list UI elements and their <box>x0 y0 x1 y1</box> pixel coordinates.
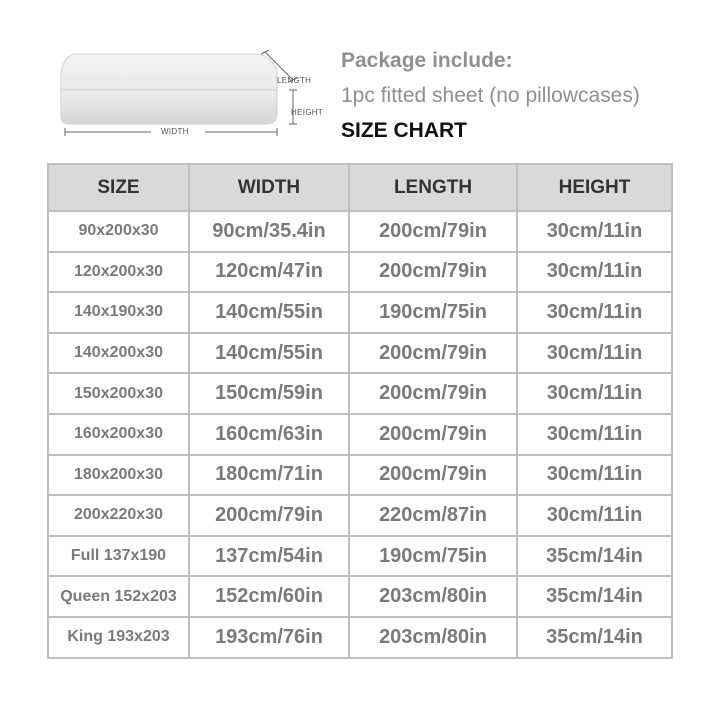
length-cell: 200cm/79in <box>349 373 517 414</box>
package-title: Package include: <box>341 49 513 72</box>
width-label: WIDTH <box>161 127 189 136</box>
width-cell: 160cm/63in <box>189 414 349 455</box>
width-cell: 140cm/55in <box>189 333 349 374</box>
length-cell: 200cm/79in <box>349 455 517 496</box>
length-label: LENGTH <box>277 76 312 85</box>
table-row <box>48 414 672 455</box>
length-cell: 200cm/79in <box>349 333 517 374</box>
size-cell: Full 137x190 <box>48 536 189 577</box>
length-cell: 203cm/80in <box>349 576 517 617</box>
size-cell: King 193x203 <box>48 617 189 658</box>
width-cell: 90cm/35.4in <box>189 211 349 252</box>
height-cell: 30cm/11in <box>517 373 672 414</box>
length-cell: 200cm/79in <box>349 252 517 293</box>
length-cell: 203cm/80in <box>349 617 517 658</box>
height-cell: 30cm/11in <box>517 414 672 455</box>
height-cell: 30cm/11in <box>517 211 672 252</box>
size-cell: 200x220x30 <box>48 495 189 536</box>
height-cell: 30cm/11in <box>517 455 672 496</box>
table-header-row <box>48 164 672 211</box>
size-cell: 180x200x30 <box>48 455 189 496</box>
height-cell: 30cm/11in <box>517 252 672 293</box>
length-cell: 200cm/79in <box>349 211 517 252</box>
size-cell: 140x200x30 <box>48 333 189 374</box>
size-cell: Queen 152x203 <box>48 576 189 617</box>
size-cell: 90x200x30 <box>48 211 189 252</box>
table-row <box>48 373 672 414</box>
size-chart-title: SIZE CHART <box>341 119 467 142</box>
package-content: 1pc fitted sheet (no pillowcases) <box>341 84 640 107</box>
height-cell: 30cm/11in <box>517 292 672 333</box>
package-info <box>341 44 640 148</box>
size-cell: 140x190x30 <box>48 292 189 333</box>
size-cell: 120x200x30 <box>48 252 189 293</box>
length-cell: 190cm/75in <box>349 292 517 333</box>
height-cell: 35cm/14in <box>517 536 672 577</box>
size-cell: 160x200x30 <box>48 414 189 455</box>
width-cell: 200cm/79in <box>189 495 349 536</box>
width-cell: 140cm/55in <box>189 292 349 333</box>
table-row <box>48 292 672 333</box>
header-height: HEIGHT <box>517 164 672 211</box>
mattress-diagram <box>55 40 324 150</box>
header-size: SIZE <box>48 164 189 211</box>
length-cell: 190cm/75in <box>349 536 517 577</box>
table-row <box>48 617 672 658</box>
table-row <box>48 252 672 293</box>
height-label: HEIGHT <box>291 108 324 117</box>
size-chart-table <box>47 163 673 659</box>
header-length: LENGTH <box>349 164 517 211</box>
height-cell: 35cm/14in <box>517 617 672 658</box>
size-cell: 150x200x30 <box>48 373 189 414</box>
length-cell: 220cm/87in <box>349 495 517 536</box>
width-cell: 152cm/60in <box>189 576 349 617</box>
width-cell: 137cm/54in <box>189 536 349 577</box>
width-cell: 193cm/76in <box>189 617 349 658</box>
table-row <box>48 211 672 252</box>
width-cell: 180cm/71in <box>189 455 349 496</box>
table-row <box>48 576 672 617</box>
table-row <box>48 455 672 496</box>
table-row <box>48 536 672 577</box>
height-cell: 30cm/11in <box>517 333 672 374</box>
width-cell: 150cm/59in <box>189 373 349 414</box>
length-cell: 200cm/79in <box>349 414 517 455</box>
width-cell: 120cm/47in <box>189 252 349 293</box>
table-row <box>48 333 672 374</box>
table-row <box>48 495 672 536</box>
height-cell: 30cm/11in <box>517 495 672 536</box>
header-width: WIDTH <box>189 164 349 211</box>
height-cell: 35cm/14in <box>517 576 672 617</box>
